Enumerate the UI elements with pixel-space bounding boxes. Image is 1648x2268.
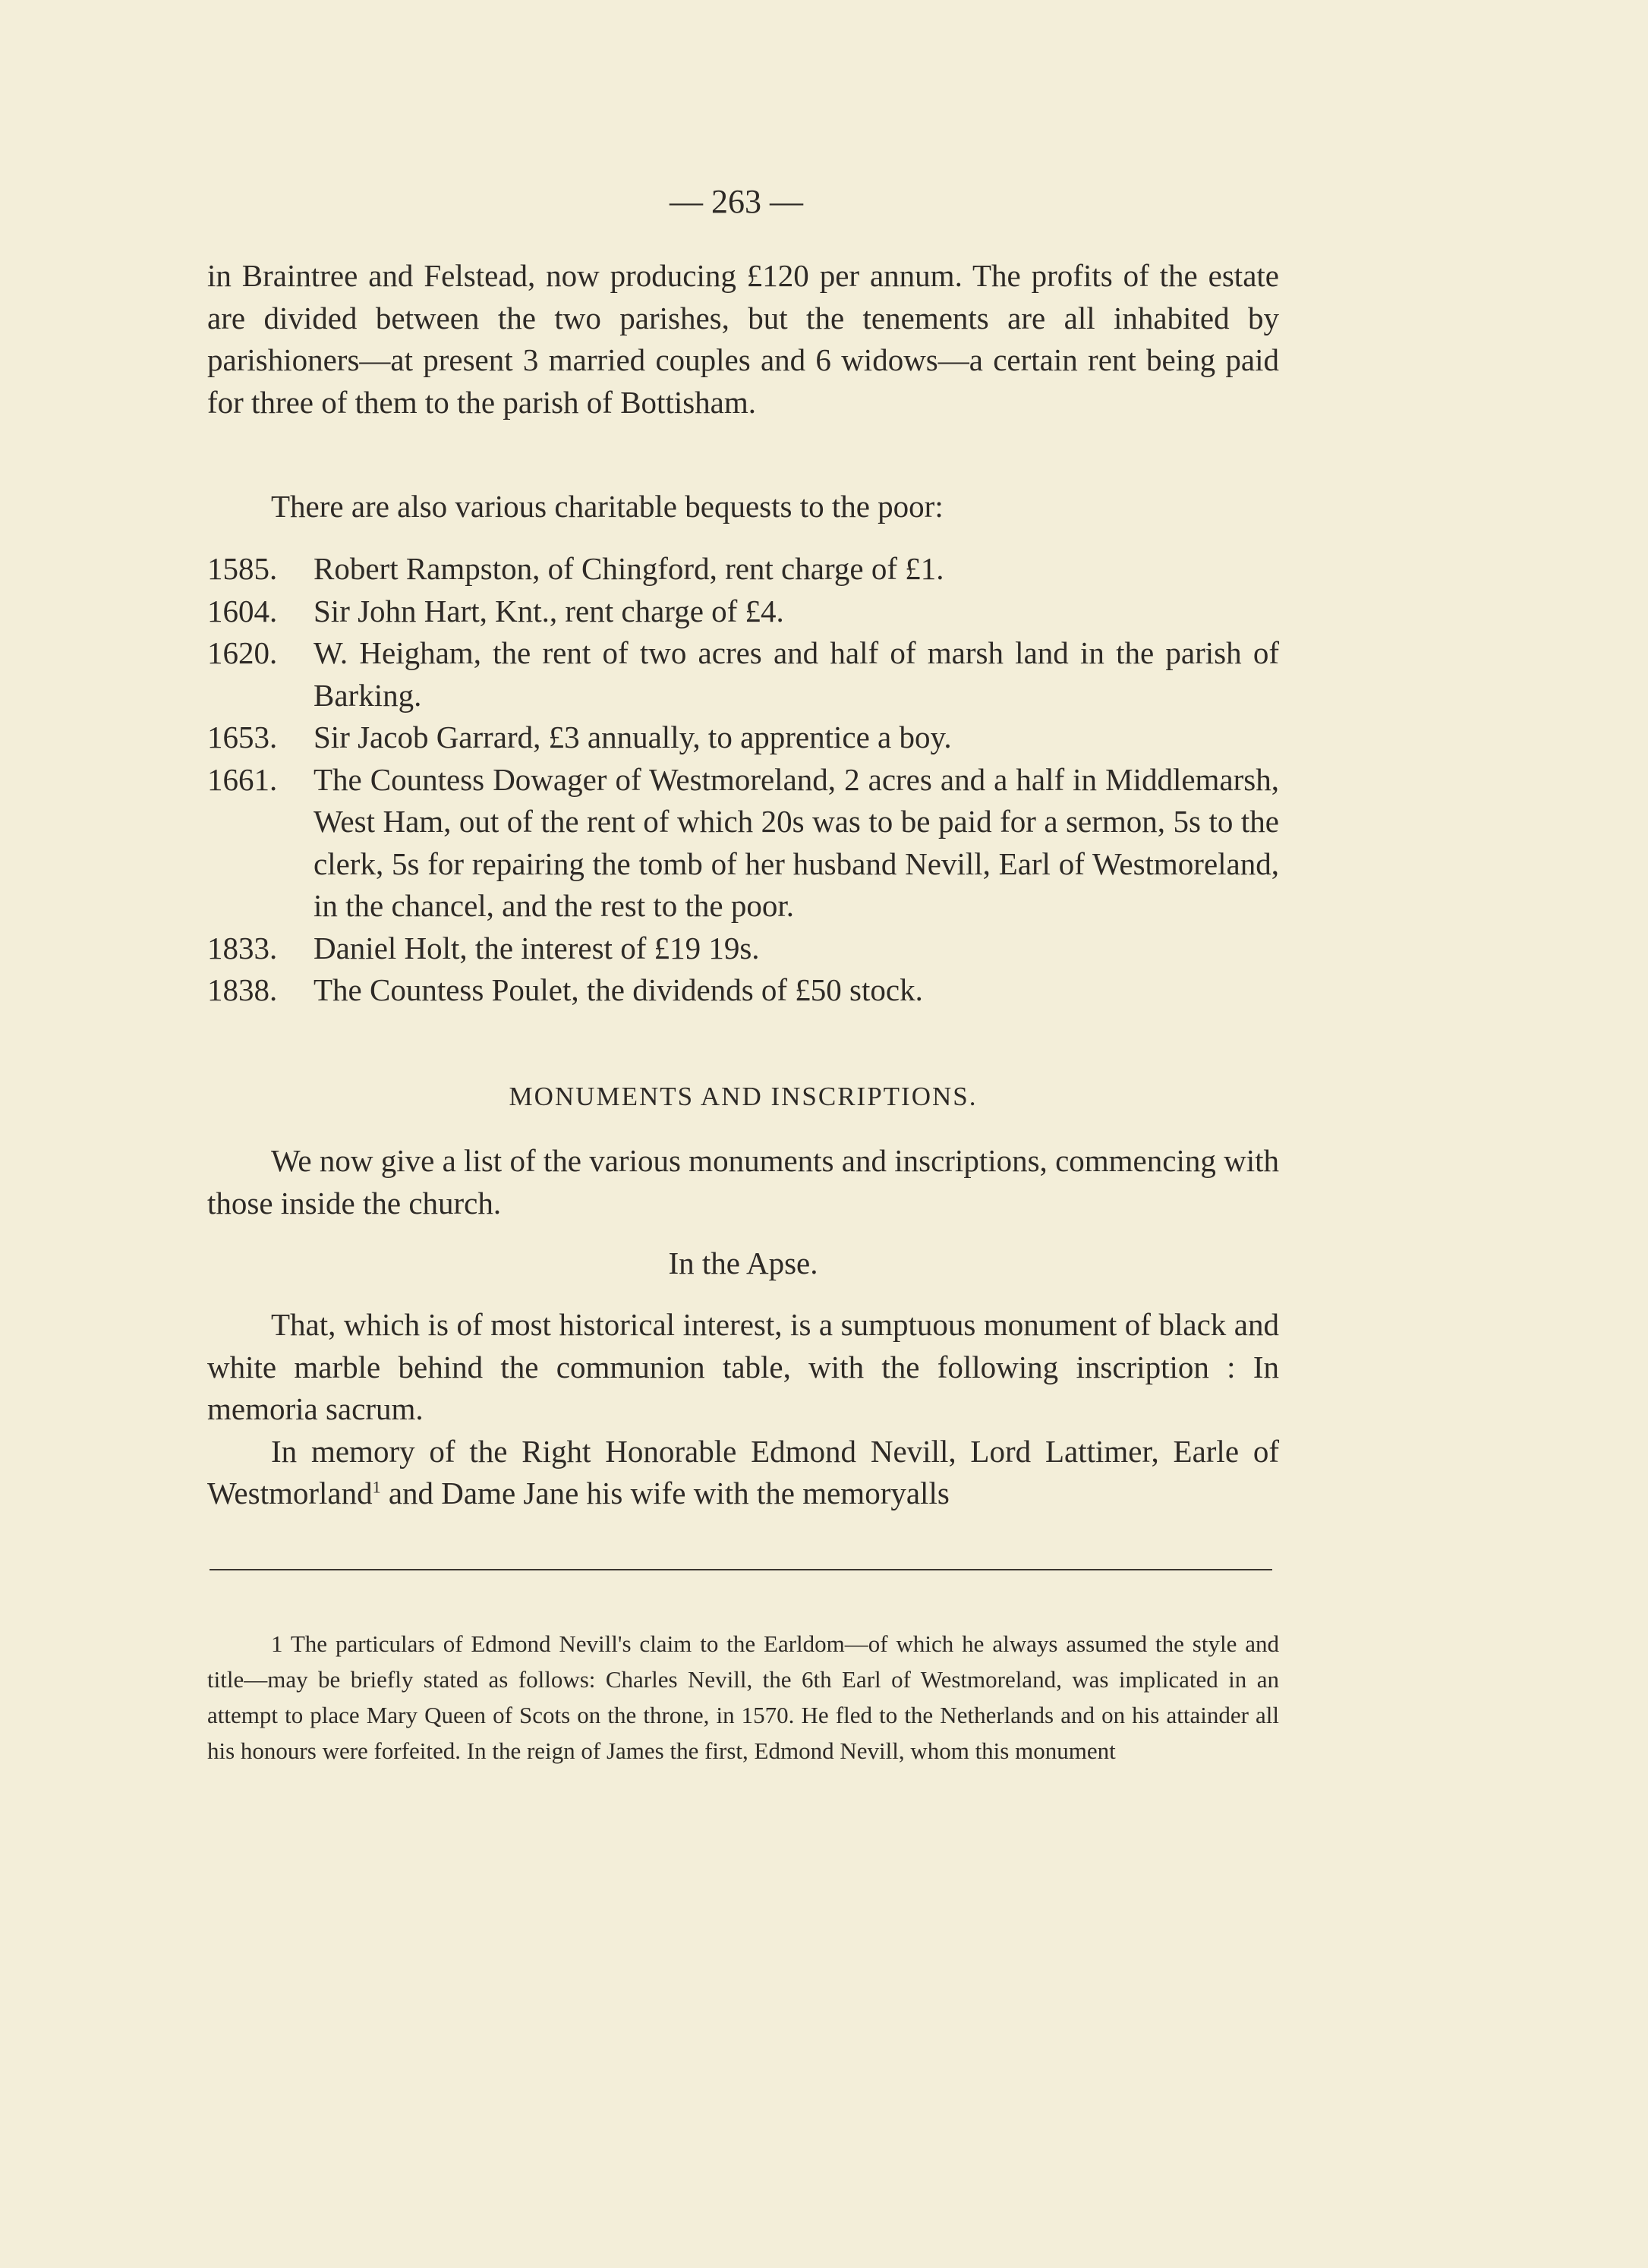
bequest-year: 1661. [207,761,278,797]
bequest-year: 1620. [207,635,278,670]
bequest-year: 1833. [207,930,278,965]
footnote-divider [210,1569,1272,1570]
monuments-intro-text: We now give a list of the various monuments and inscriptions, commencing with those inside the church. [207,1143,1279,1221]
bequest-text: Daniel Holt, the interest of £19 19s. [314,930,760,965]
bequest-text: Robert Rampston, of Chingford, rent charge of £1. [314,551,944,586]
paragraph-estate [207,255,1279,424]
section-heading: MONUMENTS AND INSCRIPTIONS. [509,1082,978,1111]
list-item [207,632,1279,717]
bequest-year: 1653. [207,720,278,754]
list-item [207,591,1279,633]
paragraph-monuments-intro [207,1140,1279,1224]
paragraph-bequests-intro [207,486,1279,528]
bequest-year: 1585. [207,551,278,586]
sub-heading: In the Apse. [668,1246,818,1280]
apse-text: That, which is of most historical interest, is a sumptuous monument of black and white marble behind the communion table, with the following inscription : In memoria sacrum. [207,1307,1279,1426]
bequest-text: The Countess Poulet, the dividends of £50 stock. [314,972,923,1007]
paragraph-estate-text: in Braintree and Felstead, now producing £120 per annum. The profits of the estate are divided between the two parishes, but the tenements are all inhabited by parishioners—at present 3 married couples and 6 widows—a certain rent being paid for three of them to the parish of Bottisham. [207,258,1279,420]
bequest-year: 1604. [207,593,278,628]
bequest-text: The Countess Dowager of Westmoreland, 2 acres and a half in Middlemarsh, West Ham, out of the rent of which 20s was to be paid for a sermon, 5s to the clerk, 5s for repairing the tomb of her husband Nevill, Earl of Westmoreland, in the chancel, and the rest to the poor. [314,761,1279,923]
footnote-marker: 1 [372,1477,381,1497]
list-item [207,717,1279,759]
inscription-text [207,1431,1279,1515]
bequests-intro-text: There are also various charitable bequests to the poor: [271,489,944,524]
bequest-text: W. Heigham, the rent of two acres and half of marsh land in the parish of Barking. [314,635,1279,713]
list-item [207,928,1279,970]
page-number: — 263 — [670,183,803,220]
list-item [207,759,1279,928]
bequest-text: Sir Jacob Garrard, £3 annually, to apprentice a boy. [314,720,952,754]
bequest-text: Sir John Hart, Knt., rent charge of £4. [314,593,784,628]
inscription-text-start: In memory of the Right Honorable Edmond Nevill, Lord Lattimer, Earle of Westmorland [207,1433,1279,1510]
paragraph-apse [207,1304,1279,1515]
list-item [207,969,1279,1012]
bequest-year: 1838. [207,972,278,1007]
list-item [207,548,1279,591]
footnote: 1 The particulars of Edmond Nevill's claim to the Earldom—of which he always assumed the style and title—may be briefly stated as follows: Charles Nevill, the 6th Earl of Westmoreland, was implicated in an attempt to place Mary Queen of Scots on the throne, in 1570. He fled to the Netherlands and on his attainder all his honours were forfeited. In the reign of James the first, Edmond Nevill, whom this monument [207,1630,1279,1764]
bequests-list [207,548,1279,1012]
inscription-text-end: and Dame Jane his wife with the memoryalls [380,1476,950,1510]
